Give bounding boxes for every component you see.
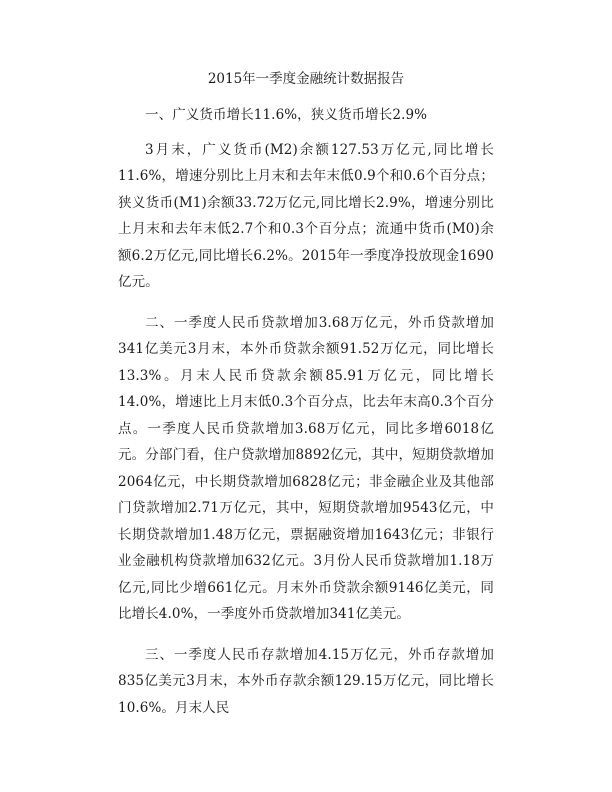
section-1-body: 3月末，广义货币(M2)余额127.53万亿元,同比增长11.6%，增速分别比上月末和去年末低0.9个和0.6个百分点；狭义货币(M1)余额33.72万亿元,同比增长2.9%，增速分别比上月末和去年末低2.7个和0.3个百分点；流通中货币(M0)余额6.2万亿元,同比增长6.2%。2015年一季度净投放现金1690亿元。 <box>118 141 494 290</box>
section-1-heading: 一、广义货币增长11.6%，狭义货币增长2.9% <box>145 107 428 123</box>
document-page <box>118 68 494 721</box>
document-title: 2015年一季度金融统计数据报告 <box>207 71 405 87</box>
section-2-body: 二、一季度人民币贷款增加3.68万亿元，外币贷款增加341亿美元3月末，本外币贷款余额91.52万亿元，同比增长13.3%。月末人民币贷款余额85.91万亿元，同比增长14.0%，增速比上月末低0.3个百分点，比去年末高0.3个百分点。一季度人民币贷款增加3.68万亿元，同比多增6018亿元。分部门看，住户贷款增加8892亿元，其中，短期贷款增加2064亿元，中长期贷款增加6828亿元；非金融企业及其他部门贷款增加2.71万亿元，其中，短期贷款增加9543亿元，中长期贷款增加1.48万亿元，票据融资增加1643亿元；非银行业金融机构贷款增加632亿元。3月份人民币贷款增加1.18万亿元,同比少增661亿元。月末外币贷款余额9146亿美元，同比增长4.0%，一季度外币贷款增加341亿美元。 <box>118 314 494 622</box>
section-3-body: 三、一季度人民币存款增加4.15万亿元，外币存款增加835亿美元3月末，本外币存款余额129.15万亿元，同比增长10.6%。月末人民 <box>118 646 494 716</box>
